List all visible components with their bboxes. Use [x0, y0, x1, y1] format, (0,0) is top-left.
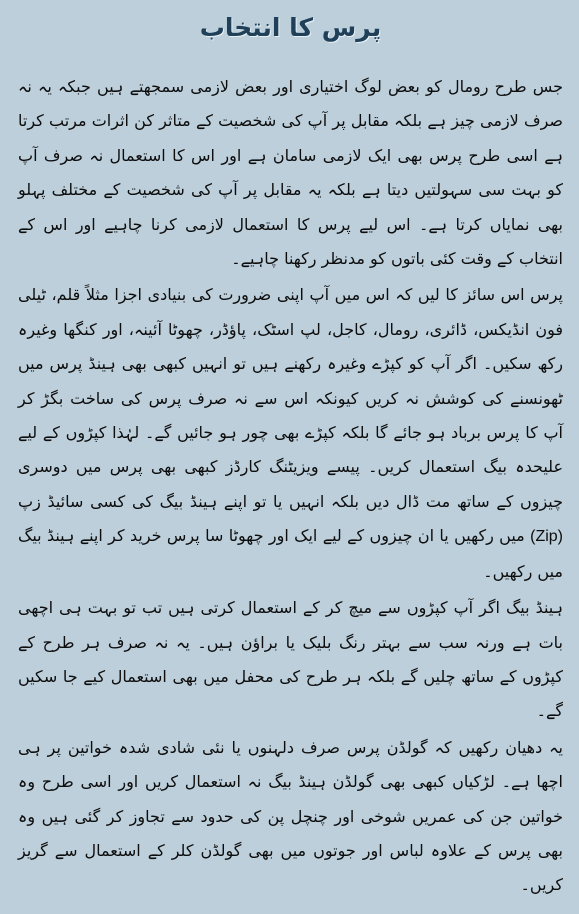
article-paragraph-2 — [18, 278, 563, 589]
article-paragraph-2-text: پرس اس سائز کا لیں کہ اس میں آپ اپنی ضرورت کی بنیادی اجزا مثلاً قلم، ٹیلی فون انڈیکس، ڈائری، رومال، کاجل، لپ اسٹک، پاؤڈر، چھوٹا آئینہ، اور کنگھا وغیرہ رکھ سکیں۔ اگر آپ کو کپڑے وغیرہ رکھنے ہیں تو انہیں کبھی بھی ہینڈ پرس میں ٹھونسنے کی کوشش نہ کریں کیونکہ اس سے نہ صرف پرس کی ساخت بگڑ کر آپ کا پرس برباد ہو جائے گا بلکہ کپڑے بھی چور ہو جائیں گے۔ لہٰذا کپڑوں کے لیے علیحدہ بیگ استعمال کریں۔ پیسے ویزیٹنگ کارڈز کبھی بھی پرس میں دوسری چیزوں کے ساتھ مت ڈال دیں بلکہ انہیں یا تو اپنے ہینڈ بیگ کی کسی سائیڈ زپ — [18, 285, 563, 511]
article-paragraph-3: ہینڈ بیگ اگر آپ کپڑوں سے میچ کر کے استعمال کرتی ہیں تب تو بہت ہی اچھی بات ہے ورنہ سب سے بہتر رنگ بلیک یا براؤن ہیں۔ یہ نہ صرف ہر طرح کے کپڑوں کے ساتھ چلیں گے بلکہ ہر طرح کی محفل میں بھی استعمال کیے جا سکیں گے۔ — [18, 598, 563, 721]
article-paragraph-1: جس طرح رومال کو بعض لوگ اختیاری اور بعض لازمی سمجھتے ہیں جبکہ یہ نہ صرف لازمی چیز ہے بلکہ مقابل پر آپ کی شخصیت کے متاثر کن اثرات مرتب کرتا ہے اسی طرح پرس بھی ایک لازمی سامان ہے اور اس کا استعمال نہ صرف آپ کو بہت سی سہولتیں دیتا ہے بلکہ یہ مقابل پر آپ کی شخصیت کے مختلف پہلو بھی نمایاں کرتا ہے۔ اس لیے پرس کا استعمال لازمی کرنا چاہیے اور اس کے انتخاب کے وقت کئی باتوں کو مدنظر رکھنا چاہیے۔ — [18, 77, 563, 269]
article-paragraph-2-tail: میں رکھیں یا ان چیزوں کے لیے ایک اور چھوٹا سا پرس خرید کر اپنے ہینڈ بیگ میں رکھیں۔ — [18, 526, 563, 581]
article-title: پرس کا انتخاب — [199, 13, 382, 42]
zip-english-word: (Zip) — [530, 528, 564, 546]
article-paragraph-4: یہ دھیان رکھیں کہ گولڈن پرس صرف دلہنوں یا نئی شادی شدہ خواتین پر ہی اچھا ہے۔ لڑکیاں کبھی بھی گولڈن ہینڈ بیگ نہ استعمال کریں اور اسی طرح وہ خواتین جن کی عمریں شوخی اور چنچل پن کی حدود سے تجاوز کر گئی ہیں وہ بھی پرس کے علاوہ لباس اور جوتوں میں بھی گولڈن کلر کے استعمال سے گریز کریں۔ — [18, 737, 563, 895]
